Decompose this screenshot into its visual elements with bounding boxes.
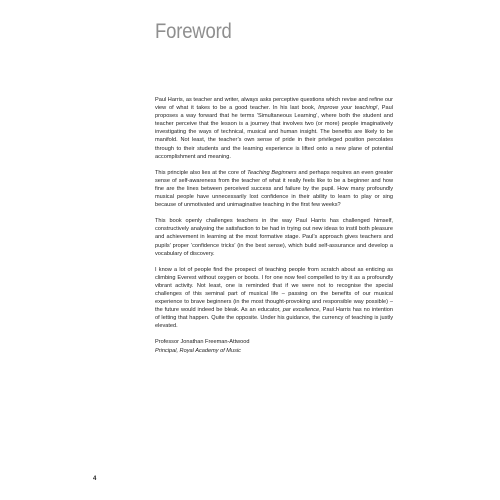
paragraph-3: This book openly challenges teachers in the way Paul Harris has challenged himself, constructively analysing the satisfaction to be had in trying out new ideas to instil both pleasure and achievement in learning at the most formative stage. Paul’s approach gives teachers and pupils’ proper ‘confidence tricks’ (in the best sense), which build self-assurance and develop a vocabulary of discovery. — [155, 218, 393, 257]
signature-name: Professor Jonathan Freeman-Attwood — [155, 339, 250, 346]
paragraph-1-text-b: , Paul proposes a way forward that he terms ‘Simultaneous Learning’, where both the student and teacher perceive that the lesson is a journey that involves two (or more) people imaginatively investigating the ways of technical, musical and human insight. The benefits are likely to be manifold. Not least, the teacher’s own sense of pride in their privileged position percolates through to their students and the learning experience is lifted onto a new plane of potential accomplishment and meaning. — [155, 105, 393, 160]
book-title-teaching-beginners: Teaching Beginners — [247, 169, 297, 176]
book-title-improve-your-teaching: Improve your teaching! — [318, 105, 378, 112]
page-number: 4 — [93, 476, 97, 482]
signature-role: Principal, Royal Academy of Music — [155, 347, 241, 354]
phrase-par-excellence: par excellence — [282, 307, 320, 314]
paragraph-2 — [155, 169, 393, 209]
paragraph-4 — [155, 266, 393, 331]
paragraph-1 — [155, 96, 393, 161]
paragraph-2-text-b: and perhaps requires an even greater sense of self-awareness from the teacher of what it really feels like to be a beginner and how fine are the lines between perceived success and failure by the pupil. How many profoundly musical people have unnecessarily lost confidence in their ability to learn to play or sing because of unmotivated and unimaginative teaching in the first few weeks? — [155, 169, 393, 209]
paragraph-2-text-a: This principle also lies at the core of — [155, 169, 248, 176]
paragraph-4-text-b: , Paul Harris has no intention of letting that happen. Quite the opposite. Under his guidance, the currency of teaching is justly elevated. — [155, 307, 393, 330]
foreword-body — [155, 96, 393, 355]
signature-block — [155, 338, 393, 354]
paragraph-1-text-a: Paul Harris, as teacher and writer, always asks perceptive questions which revise and refine our view of what it takes to be a good teacher. In his last book, — [155, 97, 393, 112]
paragraph-4-text-a: I know a lot of people find the prospect of teaching people from scratch about as enticing as climbing Everest without oxygen or boots. I for one now feel compelled to try it as a profoundly vibrant activity. Not least, one is reminded that if we were not to recognise the special challenges of this seminal part of musical life – passing on the benefits of our musical experience to brave beginners (in the most thought-provoking and responsible way possible) – the future would indeed be bleak. As an educator, — [155, 266, 393, 314]
page-title: Foreword — [155, 20, 232, 43]
